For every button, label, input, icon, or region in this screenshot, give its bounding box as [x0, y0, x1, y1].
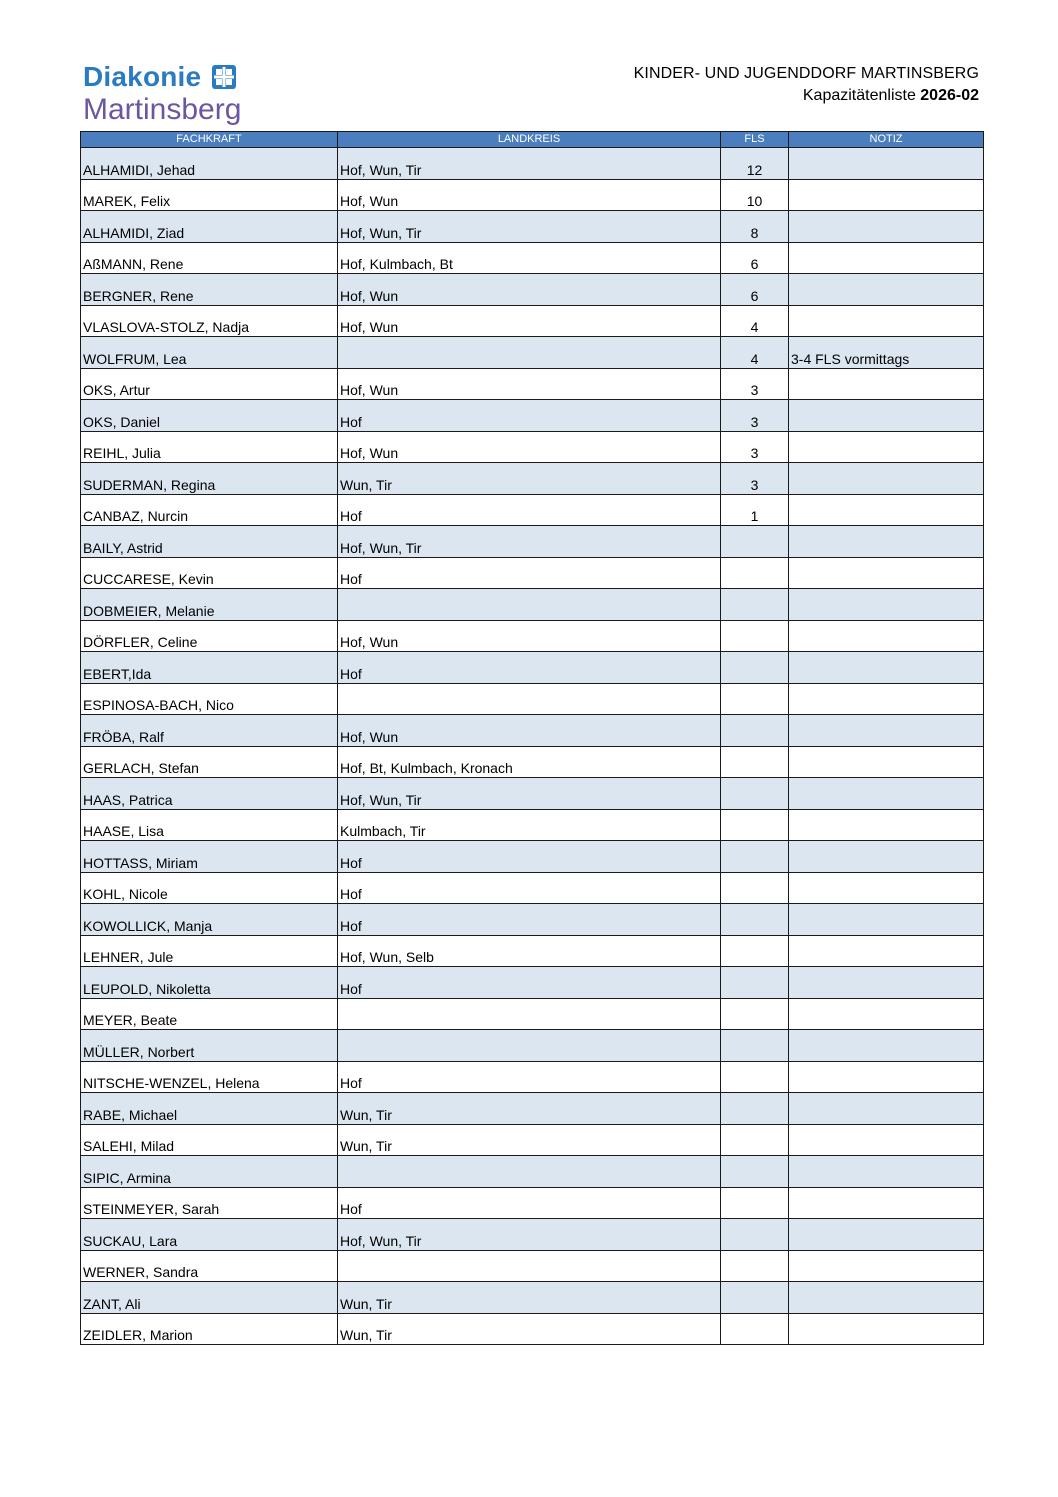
table-row: [81, 494, 984, 526]
document-title: KINDER- UND JUGENDDORF MARTINSBERG: [633, 65, 979, 82]
table-row: [81, 368, 984, 400]
cell-landkreis: Hof, Wun: [338, 179, 721, 211]
cell-notiz: [789, 778, 984, 810]
cell-fls: [721, 872, 789, 904]
cell-landkreis: Hof, Wun: [338, 715, 721, 747]
cell-fls: [721, 841, 789, 873]
cell-notiz: [789, 652, 984, 684]
cell-fls: 8: [721, 211, 789, 243]
table-row: [81, 1282, 984, 1314]
cell-fls: 3: [721, 463, 789, 495]
table-row: [81, 1124, 984, 1156]
cell-landkreis: Wun, Tir: [338, 1282, 721, 1314]
column-header-fls: FLS: [721, 132, 789, 148]
table-row: [81, 778, 984, 810]
cell-landkreis: [338, 1156, 721, 1188]
cell-landkreis: Hof: [338, 1187, 721, 1219]
cell-fls: [721, 652, 789, 684]
cell-landkreis: [338, 683, 721, 715]
table-row: [81, 620, 984, 652]
cell-notiz: [789, 998, 984, 1030]
table-row: [81, 179, 984, 211]
cell-fachkraft: SUDERMAN, Regina: [81, 463, 338, 495]
cell-fachkraft: ESPINOSA-BACH, Nico: [81, 683, 338, 715]
cell-fachkraft: DÖRFLER, Celine: [81, 620, 338, 652]
cell-notiz: [789, 305, 984, 337]
column-header-landkreis: LANDKREIS: [338, 132, 721, 148]
cell-notiz: [789, 967, 984, 999]
table-row: [81, 242, 984, 274]
cell-fls: 3: [721, 431, 789, 463]
cell-fachkraft: HOTTASS, Miriam: [81, 841, 338, 873]
cell-notiz: [789, 683, 984, 715]
cell-landkreis: [338, 337, 721, 369]
cell-fachkraft: MÜLLER, Norbert: [81, 1030, 338, 1062]
document-subtitle: [634, 85, 979, 107]
cell-fachkraft: EBERT,Ida: [81, 652, 338, 684]
cell-fachkraft: LEHNER, Jule: [81, 935, 338, 967]
cell-fls: 6: [721, 242, 789, 274]
cell-notiz: [789, 809, 984, 841]
cell-fls: 4: [721, 337, 789, 369]
cell-landkreis: [338, 1250, 721, 1282]
cell-landkreis: Hof, Bt, Kulmbach, Kronach: [338, 746, 721, 778]
table-row: [81, 935, 984, 967]
cell-fachkraft: ALHAMIDI, Ziad: [81, 211, 338, 243]
cell-notiz: [789, 179, 984, 211]
table-row: [81, 431, 984, 463]
cell-landkreis: Hof: [338, 904, 721, 936]
cell-landkreis: Wun, Tir: [338, 1093, 721, 1125]
cell-notiz: [789, 620, 984, 652]
cell-fachkraft: SUCKAU, Lara: [81, 1219, 338, 1251]
cell-fls: 12: [721, 148, 789, 180]
cell-fachkraft: BAILY, Astrid: [81, 526, 338, 558]
cell-fachkraft: OKS, Artur: [81, 368, 338, 400]
table-row: [81, 1250, 984, 1282]
table-row: [81, 1030, 984, 1062]
cell-notiz: [789, 1250, 984, 1282]
cell-fachkraft: REIHL, Julia: [81, 431, 338, 463]
cell-fachkraft: BERGNER, Rene: [81, 274, 338, 306]
cell-fls: [721, 778, 789, 810]
cell-fls: [721, 967, 789, 999]
cell-fachkraft: CANBAZ, Nurcin: [81, 494, 338, 526]
cell-landkreis: Hof, Wun: [338, 274, 721, 306]
cell-fachkraft: CUCCARESE, Kevin: [81, 557, 338, 589]
cell-fls: [721, 1187, 789, 1219]
cell-landkreis: Hof, Wun, Tir: [338, 148, 721, 180]
cell-landkreis: [338, 589, 721, 621]
cell-fls: [721, 557, 789, 589]
cell-fachkraft: HAASE, Lisa: [81, 809, 338, 841]
table-row: [81, 337, 984, 369]
cell-landkreis: Hof: [338, 494, 721, 526]
cell-notiz: [789, 935, 984, 967]
table-row: [81, 1156, 984, 1188]
cell-fachkraft: SIPIC, Armina: [81, 1156, 338, 1188]
cell-fls: [721, 715, 789, 747]
cell-notiz: [789, 841, 984, 873]
cell-fls: 6: [721, 274, 789, 306]
cell-fachkraft: ZEIDLER, Marion: [81, 1313, 338, 1345]
cell-landkreis: Hof, Wun, Selb: [338, 935, 721, 967]
cell-fls: 3: [721, 368, 789, 400]
cell-landkreis: Kulmbach, Tir: [338, 809, 721, 841]
cell-landkreis: Hof, Wun, Tir: [338, 1219, 721, 1251]
cell-notiz: [789, 526, 984, 558]
logo-brand-text: Diakonie: [83, 61, 202, 92]
cell-fls: [721, 589, 789, 621]
cell-landkreis: Hof, Wun, Tir: [338, 526, 721, 558]
cell-fls: [721, 998, 789, 1030]
cell-landkreis: Hof, Wun: [338, 620, 721, 652]
cell-fachkraft: OKS, Daniel: [81, 400, 338, 432]
cell-landkreis: Hof: [338, 872, 721, 904]
table-row: [81, 211, 984, 243]
cell-landkreis: [338, 1030, 721, 1062]
cell-fachkraft: MAREK, Felix: [81, 179, 338, 211]
cell-landkreis: Hof: [338, 967, 721, 999]
document-header: [634, 63, 979, 107]
cell-landkreis: Wun, Tir: [338, 1313, 721, 1345]
cell-landkreis: Hof: [338, 400, 721, 432]
cell-fls: [721, 1313, 789, 1345]
cell-fls: [721, 809, 789, 841]
cell-fachkraft: VLASLOVA-STOLZ, Nadja: [81, 305, 338, 337]
table-row: [81, 998, 984, 1030]
cell-landkreis: Hof, Wun, Tir: [338, 778, 721, 810]
table-row: [81, 809, 984, 841]
cell-notiz: [789, 1219, 984, 1251]
cell-notiz: [789, 274, 984, 306]
cell-notiz: [789, 1061, 984, 1093]
table-header-row: [81, 132, 984, 148]
cell-notiz: [789, 368, 984, 400]
cell-notiz: [789, 242, 984, 274]
cell-fls: 10: [721, 179, 789, 211]
cell-notiz: [789, 1124, 984, 1156]
table-row: [81, 1187, 984, 1219]
cell-landkreis: Hof: [338, 841, 721, 873]
document-subtitle-prefix: Kapazitätenliste: [802, 87, 921, 104]
table-row: [81, 305, 984, 337]
cell-fachkraft: DOBMEIER, Melanie: [81, 589, 338, 621]
cell-fachkraft: ZANT, Ali: [81, 1282, 338, 1314]
cell-fls: [721, 1282, 789, 1314]
cell-fachkraft: KOHL, Nicole: [81, 872, 338, 904]
cell-fls: 3: [721, 400, 789, 432]
cell-fls: [721, 683, 789, 715]
table-row: [81, 841, 984, 873]
cell-notiz: [789, 1030, 984, 1062]
cell-landkreis: Wun, Tir: [338, 463, 721, 495]
table-row: [81, 463, 984, 495]
cell-notiz: [789, 904, 984, 936]
cell-landkreis: Hof, Wun: [338, 431, 721, 463]
table-row: [81, 1093, 984, 1125]
cell-landkreis: Hof: [338, 652, 721, 684]
table-row: [81, 967, 984, 999]
cell-fls: [721, 526, 789, 558]
document-period: 2026-02: [920, 87, 979, 104]
cell-fachkraft: STEINMEYER, Sarah: [81, 1187, 338, 1219]
table-row: [81, 715, 984, 747]
table-body: [81, 148, 984, 1345]
cell-fachkraft: KOWOLLICK, Manja: [81, 904, 338, 936]
cell-fls: [721, 935, 789, 967]
cell-notiz: [789, 557, 984, 589]
cell-notiz: [789, 872, 984, 904]
cell-notiz: [789, 589, 984, 621]
cell-notiz: 3-4 FLS vormittags: [789, 337, 984, 369]
cell-fachkraft: NITSCHE-WENZEL, Helena: [81, 1061, 338, 1093]
cell-fls: [721, 1156, 789, 1188]
table-row: [81, 1313, 984, 1345]
cell-fls: [721, 1124, 789, 1156]
table-row: [81, 526, 984, 558]
logo-subtitle: Martinsberg: [83, 93, 242, 126]
cell-fls: [721, 1219, 789, 1251]
cell-fachkraft: WERNER, Sandra: [81, 1250, 338, 1282]
cell-notiz: [789, 431, 984, 463]
cell-fachkraft: MEYER, Beate: [81, 998, 338, 1030]
cell-notiz: [789, 715, 984, 747]
cell-notiz: [789, 494, 984, 526]
table-row: [81, 589, 984, 621]
capacity-table: [80, 131, 984, 1345]
cell-fachkraft: AßMANN, Rene: [81, 242, 338, 274]
column-header-fachkraft: FACHKRAFT: [81, 132, 338, 148]
cell-fachkraft: ALHAMIDI, Jehad: [81, 148, 338, 180]
cell-fachkraft: FRÖBA, Ralf: [81, 715, 338, 747]
table-row: [81, 400, 984, 432]
table-row: [81, 557, 984, 589]
cell-landkreis: Hof, Kulmbach, Bt: [338, 242, 721, 274]
cell-notiz: [789, 1313, 984, 1345]
cell-notiz: [789, 463, 984, 495]
cell-notiz: [789, 400, 984, 432]
cell-fachkraft: LEUPOLD, Nikoletta: [81, 967, 338, 999]
column-header-notiz: NOTIZ: [789, 132, 984, 148]
table-row: [81, 652, 984, 684]
table-row: [81, 683, 984, 715]
cell-fachkraft: HAAS, Patrica: [81, 778, 338, 810]
cell-notiz: [789, 1093, 984, 1125]
diakonie-logo: [83, 62, 241, 127]
cell-fls: [721, 1250, 789, 1282]
cell-landkreis: Wun, Tir: [338, 1124, 721, 1156]
table-row: [81, 872, 984, 904]
cell-landkreis: Hof, Wun: [338, 368, 721, 400]
cell-fls: [721, 746, 789, 778]
cell-fls: 4: [721, 305, 789, 337]
cell-fls: [721, 620, 789, 652]
cell-notiz: [789, 1156, 984, 1188]
cell-fachkraft: GERLACH, Stefan: [81, 746, 338, 778]
cell-fachkraft: WOLFRUM, Lea: [81, 337, 338, 369]
cell-landkreis: Hof: [338, 1061, 721, 1093]
table-row: [81, 148, 984, 180]
table-row: [81, 274, 984, 306]
cell-notiz: [789, 211, 984, 243]
table-row: [81, 746, 984, 778]
cell-notiz: [789, 1282, 984, 1314]
table-row: [81, 1219, 984, 1251]
logo-brand-line: [83, 62, 241, 92]
cell-notiz: [789, 148, 984, 180]
cell-fachkraft: SALEHI, Milad: [81, 1124, 338, 1156]
cell-fls: [721, 1061, 789, 1093]
cell-fls: [721, 904, 789, 936]
cell-notiz: [789, 1187, 984, 1219]
table-row: [81, 1061, 984, 1093]
cell-landkreis: Hof, Wun: [338, 305, 721, 337]
diakonie-cross-icon: [211, 64, 237, 90]
cell-fls: [721, 1030, 789, 1062]
table-row: [81, 904, 984, 936]
cell-landkreis: Hof, Wun, Tir: [338, 211, 721, 243]
cell-landkreis: Hof: [338, 557, 721, 589]
cell-landkreis: [338, 998, 721, 1030]
cell-fls: 1: [721, 494, 789, 526]
cell-fls: [721, 1093, 789, 1125]
cell-notiz: [789, 746, 984, 778]
cell-fachkraft: RABE, Michael: [81, 1093, 338, 1125]
